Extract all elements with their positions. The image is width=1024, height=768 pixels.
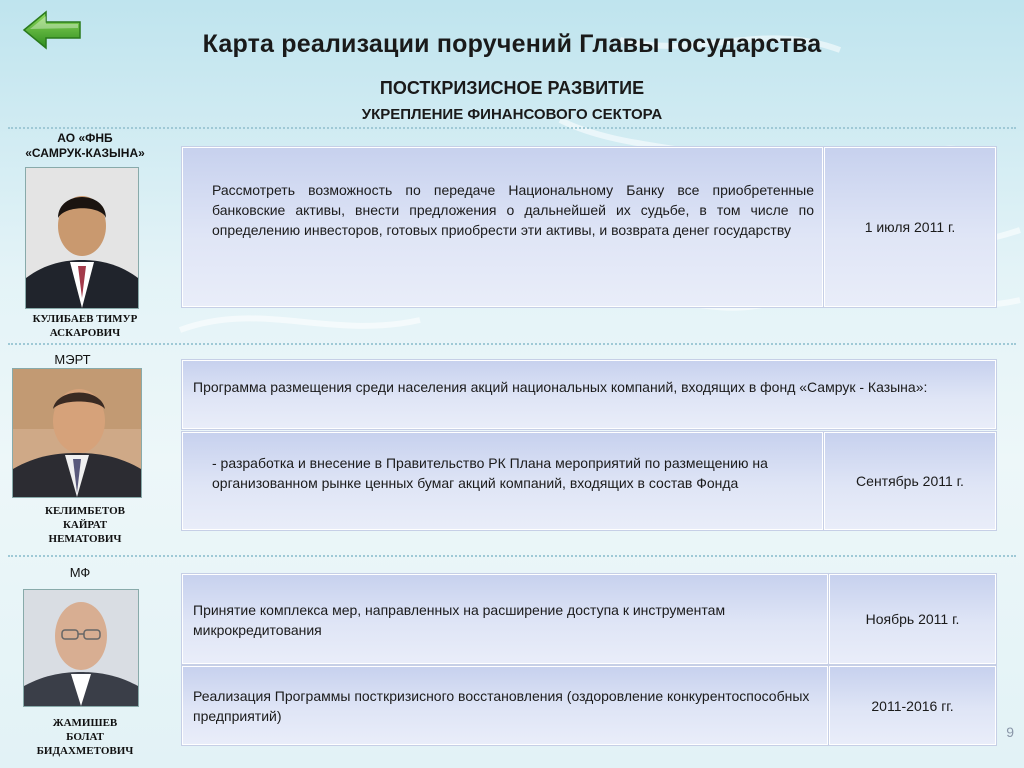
task-cell-4	[182, 666, 828, 745]
person-name-kulibaev	[15, 312, 155, 340]
person-name-line: БОЛАТ	[66, 731, 104, 743]
person-name-line: КАЙРАТ	[62, 519, 108, 531]
person-name-line: НЕМАТОВИЧ	[48, 533, 122, 545]
person-portrait-icon	[13, 369, 141, 497]
task-text: - разработка и внесение в Правительство РК Плана мероприятий по размещению на организованном рынке ценных бумаг акций компаний, входящих в состав Фонда	[212, 455, 768, 491]
person-name-line: ЖАМИШЕВ	[52, 717, 118, 729]
person-portrait-icon	[26, 168, 138, 308]
person-name-line: БИДАХМЕТОВИЧ	[36, 745, 134, 757]
org-line: «САМРУК-КАЗЫНА»	[25, 146, 145, 160]
person-name-kelimbetov	[15, 504, 155, 546]
task-cell-2	[182, 432, 823, 530]
task-text: Реализация Программы посткризисного восстановления (оздоровление конкурентоспособных предприятий)	[193, 688, 810, 724]
section-subtitle: ПОСТКРИЗИСНОЕ РАЗВИТИЕ	[379, 78, 645, 98]
task-cell-3	[182, 574, 828, 664]
org-label-mf: МФ	[69, 565, 91, 580]
deadline-date: Ноябрь 2011 г.	[865, 611, 960, 627]
deadline-date: 2011-2016 гг.	[871, 697, 954, 714]
page-title: Карта реализации поручений Главы государства	[202, 30, 822, 58]
person-name-line: КЕЛИМБЕТОВ	[45, 505, 125, 517]
date-cell-1	[824, 147, 996, 307]
divider-bottom	[8, 555, 1016, 557]
task-text: Принятие комплекса мер, направленных на расширение доступа к инструментам микрокредитования	[193, 602, 726, 638]
org-line: АО «ФНБ	[57, 131, 113, 145]
task-cell-1	[182, 147, 823, 307]
person-name-line: КУЛИБАЕВ ТИМУР	[32, 313, 138, 325]
program-cell	[182, 360, 996, 429]
deadline-date: Сентябрь 2011 г.	[856, 473, 964, 489]
org-label-mert: МЭРТ	[54, 352, 91, 367]
deadline-date: 1 июля 2011 г.	[864, 219, 956, 235]
person-name-line: АСКАРОВИЧ	[49, 327, 121, 339]
org-label-samruk	[15, 131, 155, 161]
date-cell-3	[829, 574, 996, 664]
divider-top	[8, 127, 1016, 129]
divider-middle	[8, 343, 1016, 345]
section-subtitle-2: УКРЕПЛЕНИЕ ФИНАНСОВОГО СЕКТОРА	[361, 106, 663, 123]
page-number: 9	[1006, 724, 1014, 740]
date-cell-2	[824, 432, 996, 530]
person-name-zhamishev	[15, 716, 155, 758]
program-text: Программа размещения среди населения акций национальных компаний, входящих в фонд «Самрук - Казына»:	[193, 379, 928, 395]
person-portrait-icon	[24, 590, 138, 706]
person-photo-kulibaev	[25, 167, 139, 309]
task-text: Рассмотреть возможность по передаче Национальному Банку все приобретенные банковские активы, внести предложения о дальнейшей их судьбе, в том числе по определению инвесторов, готовых приобрести эти активы, и возврата денег государству	[212, 182, 814, 238]
person-photo-zhamishev	[23, 589, 139, 707]
person-photo-kelimbetov	[12, 368, 142, 498]
date-cell-4	[829, 666, 996, 745]
